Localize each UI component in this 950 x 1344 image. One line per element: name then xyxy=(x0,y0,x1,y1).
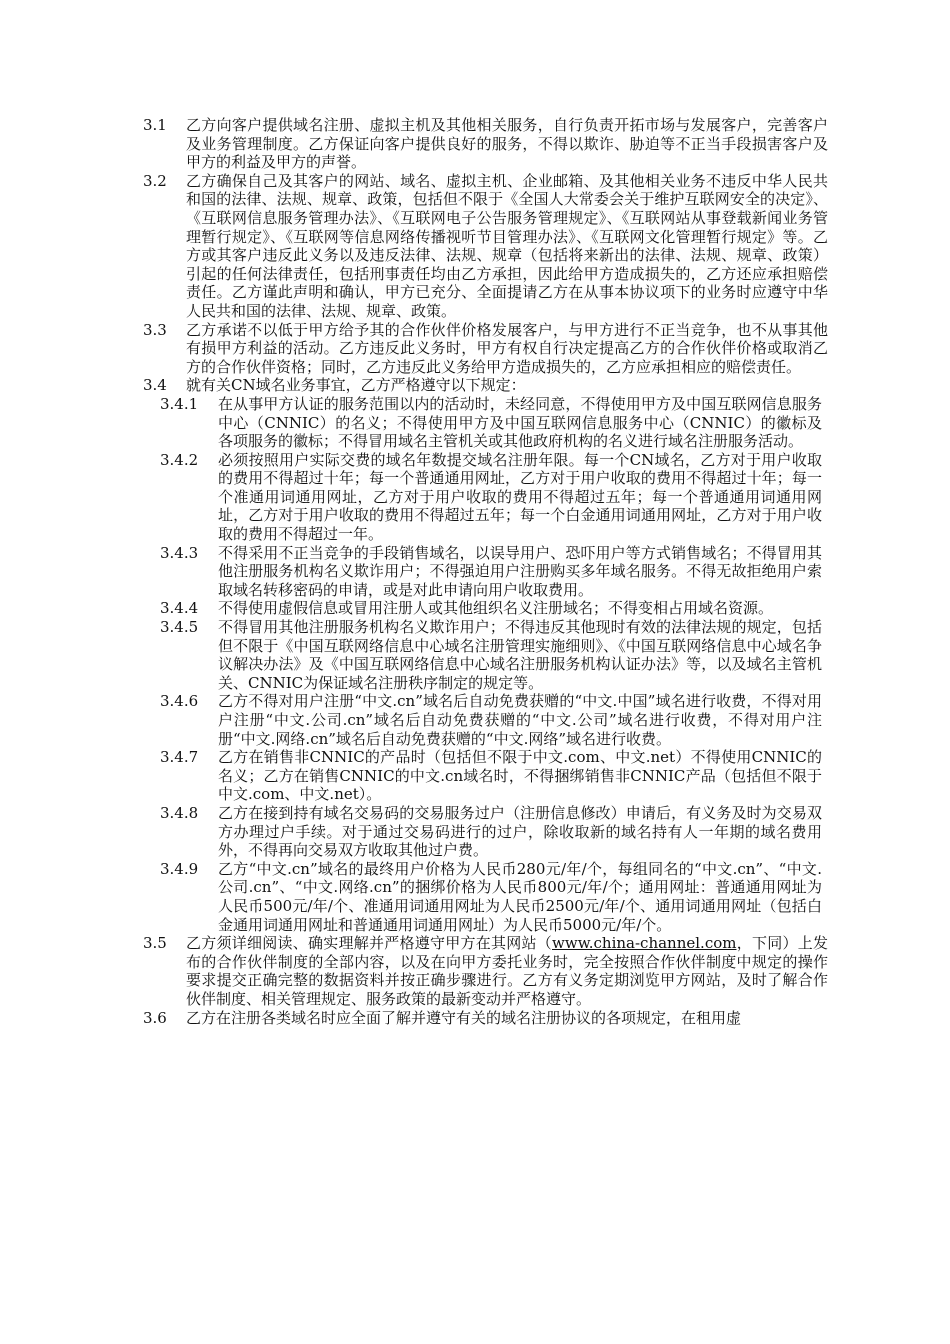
subclause-number: 3.4.8 xyxy=(160,803,199,822)
clause-list xyxy=(0,116,950,1027)
clause-number: 3.3 xyxy=(143,320,167,339)
clause-number: 3.1 xyxy=(143,116,167,134)
subclause-text: 乙方在接到持有域名交易码的交易服务过户（注册信息修改）申请后，有义务及时为交易双方办理过户手续。对于通过交易码进行的过户，除收取新的域名持有人一年期的域名费用外，不得再向交易双方收取其他过户费。 xyxy=(218,803,822,860)
clause-text: 就有关CN域名业务事宜，乙方严格遵守以下规定： xyxy=(186,376,526,395)
subclause-number: 3.4.9 xyxy=(160,859,199,878)
subclause-3-4-1 xyxy=(0,395,822,451)
subclause-text: 乙方在销售非CNNIC的产品时（包括但不限于中文.com、中文.net）不得使用CNNIC的名义；乙方在销售CNNIC的中文.cn域名时，不得捆绑销售非CNNIC产品（包括但不限于中文.com、中文.net）。 xyxy=(218,748,822,804)
clause-number: 3.2 xyxy=(143,171,167,190)
subclause-3-4-4 xyxy=(0,599,822,618)
subclause-3-4-9 xyxy=(0,860,822,934)
clause-text: 乙方向客户提供域名注册、虚拟主机及其他相关服务，自行负责开拓市场与发展客户，完善客户及业务管理制度。乙方保证向客户提供良好的服务，不得以欺诈、胁迫等不正当手段损害客户及甲方的利益及甲方的声誉。 xyxy=(186,116,828,172)
clause-3-1 xyxy=(0,116,828,172)
subclause-text: 必须按照用户实际交费的域名年数提交域名注册年限。每一个CN域名，乙方对于用户收取的费用不得超过十年；每一个普通通用网址，乙方对于用户收取的费用不得超过十年；每一个准通用词通用网址，乙方对于用户收取的费用不得超过五年；每一个普通通用词通用网址，乙方对于用户收取的费用不得超过五年；每一个白金通用词通用网址，乙方对于用户收取的费用不得超过一年。 xyxy=(218,450,822,544)
clause-number: 3.5 xyxy=(143,934,167,953)
subclause-3-4-6 xyxy=(0,692,822,748)
subclause-text: 不得采用不正当竞争的手段销售域名，以误导用户、恐吓用户等方式销售域名；不得冒用其他注册服务机构名义欺诈用户；不得强迫用户注册购买多年域名服务。不得无故拒绝用户索取域名转移密码的申请，或是对此申请向用户收取费用。 xyxy=(218,543,822,599)
subclause-text: 在从事甲方认证的服务范围以内的活动时，未经同意，不得使用甲方及中国互联网信息服务中心（CNNIC）的名义；不得使用甲方及中国互联网信息服务中心（CNNIC）的徽标及各项服务的徽标；不得冒用域名主管机关或其他政府机构的名义进行域名注册服务活动。 xyxy=(218,394,822,451)
clause-text: 乙方在注册各类域名时应全面了解并遵守有关的域名注册协议的各项规定，在租用虚 xyxy=(186,1008,742,1027)
clause-3-5 xyxy=(0,934,828,1008)
clause-number: 3.4 xyxy=(143,376,167,395)
subclause-number: 3.4.5 xyxy=(160,618,199,637)
subclause-3-4-7 xyxy=(0,748,822,804)
subclause-3-4-3 xyxy=(0,544,822,600)
clause-3-4 xyxy=(0,376,828,395)
clause-text: 乙方确保自己及其客户的网站、域名、虚拟主机、企业邮箱、及其他相关业务不违反中华人民共和国的法律、法规、规章、政策，包括但不限于《全国人大常委会关于维护互联网安全的决定》、《互联网信息服务管理办法》、《互联网电子公告服务管理规定》、《互联网站从事登载新闻业务管理暂行规定》、《互联网等信息网络传播视听节目管理办法》、《互联网文化管理暂行规定》等。乙方或其客户违反此义务以及违反法律、法规、规章（包括将来新出的法律、法规、规章、政策）引起的任何法律责任，包括刑事责任均由乙方承担，因此给甲方造成损失的，乙方还应承担赔偿责任。乙方谨此声明和确认，甲方已充分、全面提请乙方在从事本协议项下的业务时应遵守中华人民共和国的法律、法规、规章、政策。 xyxy=(186,171,828,320)
subclause-number: 3.4.3 xyxy=(160,543,199,562)
clause-text: 乙方承诺不以低于甲方给予其的合作伙伴价格发展客户，与甲方进行不正当竞争，也不从事其他有损甲方利益的活动。乙方违反此义务时，甲方有权自行决定提高乙方的合作伙伴价格或取消乙方的合作伙伴资格；同时，乙方违反此义务给甲方造成损失的，乙方应承担相应的赔偿责任。 xyxy=(186,320,828,376)
subclause-number: 3.4.7 xyxy=(160,748,199,767)
subclause-number: 3.4.1 xyxy=(160,394,199,413)
subclause-3-4-8 xyxy=(0,804,822,860)
subclause-3-4-5 xyxy=(0,618,822,692)
subclause-3-4-2 xyxy=(0,451,822,544)
partner-website-link[interactable]: www.china-channel.com xyxy=(552,934,737,953)
subclause-number: 3.4.4 xyxy=(160,599,199,618)
subclause-number: 3.4.6 xyxy=(160,692,199,711)
clause-text-before-link: 乙方须详细阅读、确实理解并严格遵守甲方在其网站（ xyxy=(186,934,553,953)
subclause-text: 乙方不得对用户注册“中文.cn”域名后自动免费获赠的“中文.中国”域名进行收费，不得对用户注册“中文.公司.cn”域名后自动免费获赠的“中文.公司”域名进行收费，不得对用户注册“中文.网络.cn”域名后自动免费获赠的“中文.网络”域名进行收费。 xyxy=(218,692,822,748)
subclause-number: 3.4.2 xyxy=(160,450,199,469)
clause-number: 3.6 xyxy=(143,1008,167,1027)
clause-text-after-link: ，下同）上发布的合作伙伴制度的全部内容，以及在向甲方委托业务时，完全按照合作伙伴制度中规定的操作要求提交正确完整的数据资料并按正确步骤进行。乙方有义务定期浏览甲方网站，及时了解合作伙伴制度、相关管理规定、服务政策的最新变动并严格遵守。 xyxy=(186,934,828,1008)
clause-3-2 xyxy=(0,172,828,321)
clause-3-3 xyxy=(0,321,828,377)
clause-text xyxy=(186,934,828,1008)
subclause-text: 不得冒用其他注册服务机构名义欺诈用户；不得违反其他现时有效的法律法规的规定，包括但不限于《中国互联网络信息中心域名注册管理实施细则》、《中国互联网络信息中心域名争议解决办法》及《中国互联网络信息中心域名注册服务机构认证办法》等，以及域名主管机关、CNNIC为保证域名注册秩序制定的规定等。 xyxy=(218,618,822,692)
subclause-text: 乙方“中文.cn”域名的最终用户价格为人民币280元/年/个，每组同名的“中文.cn”、“中文.公司.cn”、“中文.网络.cn”的捆绑价格为人民币800元/年/个；通用网址：普通通用网址为人民币500元/年/个、准通用词通用网址为人民币2500元/年/个、通用词通用网址（包括白金通用词通用网址和普通通用词通用网址）为人民币5000元/年/个。 xyxy=(218,859,822,934)
clause-3-6 xyxy=(0,1009,828,1028)
subclause-text: 不得使用虚假信息或冒用注册人或其他组织名义注册域名；不得变相占用域名资源。 xyxy=(218,599,774,618)
